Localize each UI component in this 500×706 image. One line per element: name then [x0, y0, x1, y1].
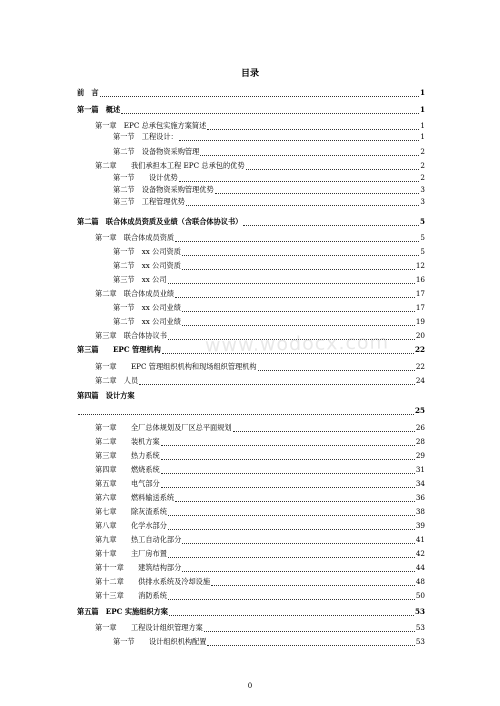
toc-leader-dots	[246, 163, 420, 170]
toc-leader-dots	[258, 364, 415, 371]
toc-entry-label: 第六章 燃料输送系统	[95, 493, 175, 502]
toc-entry-label: 第五篇 EPC 实施组织方案	[77, 607, 168, 616]
toc-entry-label: 第二节 设备物资采购管理优势	[113, 185, 214, 194]
toc-entry[interactable]	[95, 576, 425, 586]
toc-entry-page: 50	[415, 591, 425, 600]
toc-entry-label: 第二节 设备物资采购管理	[113, 147, 200, 156]
toc-leader-dots	[233, 425, 415, 432]
toc-entry[interactable]	[95, 590, 425, 600]
toc-entry[interactable]	[95, 436, 425, 446]
toc-entry-page: 53	[415, 637, 425, 646]
toc-leader-dots	[161, 453, 415, 460]
toc-entry-page: 38	[415, 507, 425, 516]
toc-entry[interactable]	[95, 232, 425, 242]
toc-leader-dots	[207, 639, 414, 646]
toc-leader-dots	[175, 495, 415, 502]
toc-entry[interactable]	[95, 120, 425, 130]
toc-leader-dots	[182, 305, 415, 312]
page-number: 0	[247, 682, 253, 690]
toc-entry-page: 2	[420, 161, 425, 170]
toc-entry[interactable]	[113, 302, 425, 312]
toc-entry[interactable]	[113, 316, 425, 326]
toc-entry[interactable]	[95, 464, 425, 474]
toc-entry-label: 第十三章 消防系统	[95, 591, 167, 600]
toc-entry[interactable]	[113, 146, 425, 156]
toc-leader-dots	[182, 319, 415, 326]
toc-leader-dots	[182, 537, 415, 544]
toc-leader-dots	[168, 523, 415, 530]
toc-entry-page: 16	[415, 275, 425, 284]
toc-entry-page: 48	[415, 577, 425, 586]
toc-entry-page: 34	[415, 479, 425, 488]
toc-entry-label: 第三节 工程管理优势	[113, 197, 185, 206]
toc-entry-label: 第十二章 供排水系统及冷却设施	[95, 577, 211, 586]
toc-entry-page: 5	[420, 233, 425, 242]
toc-entry-page: 53	[414, 607, 425, 616]
toc-entry[interactable]	[95, 548, 425, 558]
toc-entry-page: 28	[415, 437, 425, 446]
toc-entry-page: 44	[415, 563, 425, 572]
toc-entry-label: 第一节 设计组织机构配置	[113, 637, 207, 646]
toc-entry-label: 第三章 联合体协议书	[95, 331, 167, 340]
toc-entry-label: 第一节 xx 公司业绩	[113, 303, 181, 312]
toc-entry[interactable]	[113, 172, 425, 182]
toc-entry[interactable]	[77, 606, 425, 616]
toc-entry[interactable]	[95, 375, 425, 385]
toc-entry[interactable]	[113, 131, 425, 141]
toc-entry-label: 第九章 热工自动化部分	[95, 535, 182, 544]
toc-entry[interactable]	[113, 274, 425, 284]
toc-entry-label: 第二章 我们承担本工程 EPC 总承包的优势	[95, 161, 245, 170]
watermark: www.wodocx.com	[204, 331, 390, 357]
toc-entry-label: 第八章 化学水部分	[95, 521, 167, 530]
toc-entry-label: 第五章 电气部分	[95, 479, 160, 488]
toc-entry-page: 3	[420, 197, 425, 206]
toc-leader-dots	[175, 291, 415, 298]
toc-leader-dots	[243, 219, 419, 226]
toc-leader-dots	[161, 439, 415, 446]
toc-entry-label: 第二篇 联合体成员资质及业绩（含联合体协议书）	[77, 217, 243, 226]
toc-entry[interactable]	[113, 260, 425, 270]
toc-entry-page: 41	[415, 535, 425, 544]
toc-entry[interactable]	[95, 520, 425, 530]
toc-entry[interactable]	[95, 450, 425, 460]
toc-entry-page: 3	[420, 185, 425, 194]
toc-entry[interactable]	[77, 390, 425, 400]
toc-leader-dots	[186, 199, 420, 206]
toc-leader-dots	[179, 134, 420, 141]
toc-leader-dots	[168, 277, 415, 284]
toc-leader-dots	[168, 593, 415, 600]
toc-leader-dots	[182, 565, 415, 572]
toc-entry-page: 20	[415, 331, 425, 340]
toc-entry[interactable]	[113, 196, 425, 206]
toc-leader-dots	[100, 90, 419, 97]
toc-entry-page: 1	[420, 132, 425, 141]
toc-entry-page: 22	[414, 345, 425, 354]
toc-entry-page: 12	[415, 261, 425, 270]
toc-leader-dots	[215, 187, 420, 194]
toc-entry-label: 第一章 全厂总体规划及厂区总平面规划	[95, 423, 232, 432]
toc-entry-page: 39	[415, 521, 425, 530]
toc-entry-page: 42	[415, 549, 425, 558]
toc-leader-dots	[121, 107, 419, 114]
toc-entry-page: 2	[420, 147, 425, 156]
toc-leader-dots	[78, 408, 414, 415]
toc-entry-label: 第三节 xx 公司	[113, 275, 167, 284]
toc-entry-page: 1	[419, 88, 425, 97]
toc-entry[interactable]	[95, 361, 425, 371]
toc-entry-page: 1	[420, 121, 425, 130]
toc-leader-dots	[179, 175, 420, 182]
toc-entry-page: 5	[420, 247, 425, 256]
toc-entry-label: 前 言	[77, 88, 99, 97]
toc-entry[interactable]	[77, 87, 425, 97]
toc-entry-label: 第一章 EPC 总承包实施方案简述	[95, 121, 207, 130]
toc-entry[interactable]	[113, 636, 425, 646]
toc-entry-label: 第四篇 设计方案	[77, 391, 135, 400]
toc-entry-page: 17	[415, 303, 425, 312]
toc-leader-dots	[211, 579, 415, 586]
toc-title: 目录	[240, 69, 259, 79]
toc-entry[interactable]	[95, 506, 425, 516]
toc-entry-label: 第二节 xx 公司资质	[113, 261, 181, 270]
toc-entry[interactable]	[95, 622, 425, 632]
toc-entry-page: 24	[415, 376, 425, 385]
toc-entry-label: 第一章 工程设计组织管理方案	[95, 623, 203, 632]
toc-entry-page: 31	[415, 465, 425, 474]
toc-leader-dots	[182, 263, 415, 270]
toc-entry-label: 第三篇 EPC 管理机构	[77, 345, 161, 354]
toc-entry-label: 第三章 热力系统	[95, 451, 160, 460]
toc-leader-dots	[200, 149, 419, 156]
toc-entry[interactable]	[77, 216, 425, 226]
toc-entry-label: 第二章 联合体成员业绩	[95, 289, 175, 298]
toc-entry-label: 第一章 EPC 管理组织机构和现场组织管理机构	[95, 362, 257, 371]
toc-entry-page: 5	[419, 217, 425, 226]
toc-entry-label: 第二章 装机方案	[95, 437, 160, 446]
toc-leader-dots	[204, 625, 415, 632]
toc-entry-page: 53	[415, 623, 425, 632]
toc-entry[interactable]	[95, 534, 425, 544]
toc-entry-label: 第十章 主厂房布置	[95, 549, 167, 558]
toc-leader-dots	[169, 609, 414, 616]
toc-entry-page: 26	[415, 423, 425, 432]
toc-entry-page: 2	[420, 173, 425, 182]
toc-entry[interactable]	[77, 104, 425, 114]
toc-entry[interactable]	[95, 562, 425, 572]
toc-entry-label: 第二节 xx 公司业绩	[113, 317, 181, 326]
toc-leader-dots	[207, 123, 419, 130]
toc-entry-label: 第一节 工程设计：	[113, 132, 178, 141]
toc-entry[interactable]	[113, 184, 425, 194]
toc-entry-page: 19	[415, 317, 425, 326]
toc-entry-label: 第一篇 概述	[77, 105, 121, 114]
toc-entry-page: 25	[414, 406, 425, 415]
toc-entry[interactable]	[95, 478, 425, 488]
toc-entry[interactable]	[95, 288, 425, 298]
toc-entry-page: 22	[415, 362, 425, 371]
toc-entry[interactable]	[77, 405, 425, 415]
toc-entry-page: 17	[415, 289, 425, 298]
toc-leader-dots	[161, 481, 415, 488]
toc-entry-page: 36	[415, 493, 425, 502]
toc-leader-dots	[182, 249, 420, 256]
toc-leader-dots	[139, 378, 415, 385]
toc-entry-label: 第四章 燃烧系统	[95, 465, 160, 474]
toc-entry[interactable]	[95, 422, 425, 432]
toc-entry-label: 第七章 除灰渣系统	[95, 507, 167, 516]
toc-leader-dots	[168, 551, 415, 558]
toc-leader-dots	[175, 235, 419, 242]
toc-entry-label: 第十一章 建筑结构部分	[95, 563, 182, 572]
toc-entry-label: 第一节 xx 公司资质	[113, 247, 181, 256]
toc-entry-label: 第一章 联合体成员资质	[95, 233, 175, 242]
toc-entry-page: 29	[415, 451, 425, 460]
toc-leader-dots	[161, 467, 415, 474]
toc-entry[interactable]	[95, 492, 425, 502]
toc-entry[interactable]	[113, 246, 425, 256]
toc-entry-label: 第一节 设计优势	[113, 173, 178, 182]
toc-entry-label: 第二章 人员	[95, 376, 139, 385]
toc-entry-page: 1	[419, 105, 425, 114]
toc-entry[interactable]	[95, 160, 425, 170]
toc-leader-dots	[168, 509, 415, 516]
